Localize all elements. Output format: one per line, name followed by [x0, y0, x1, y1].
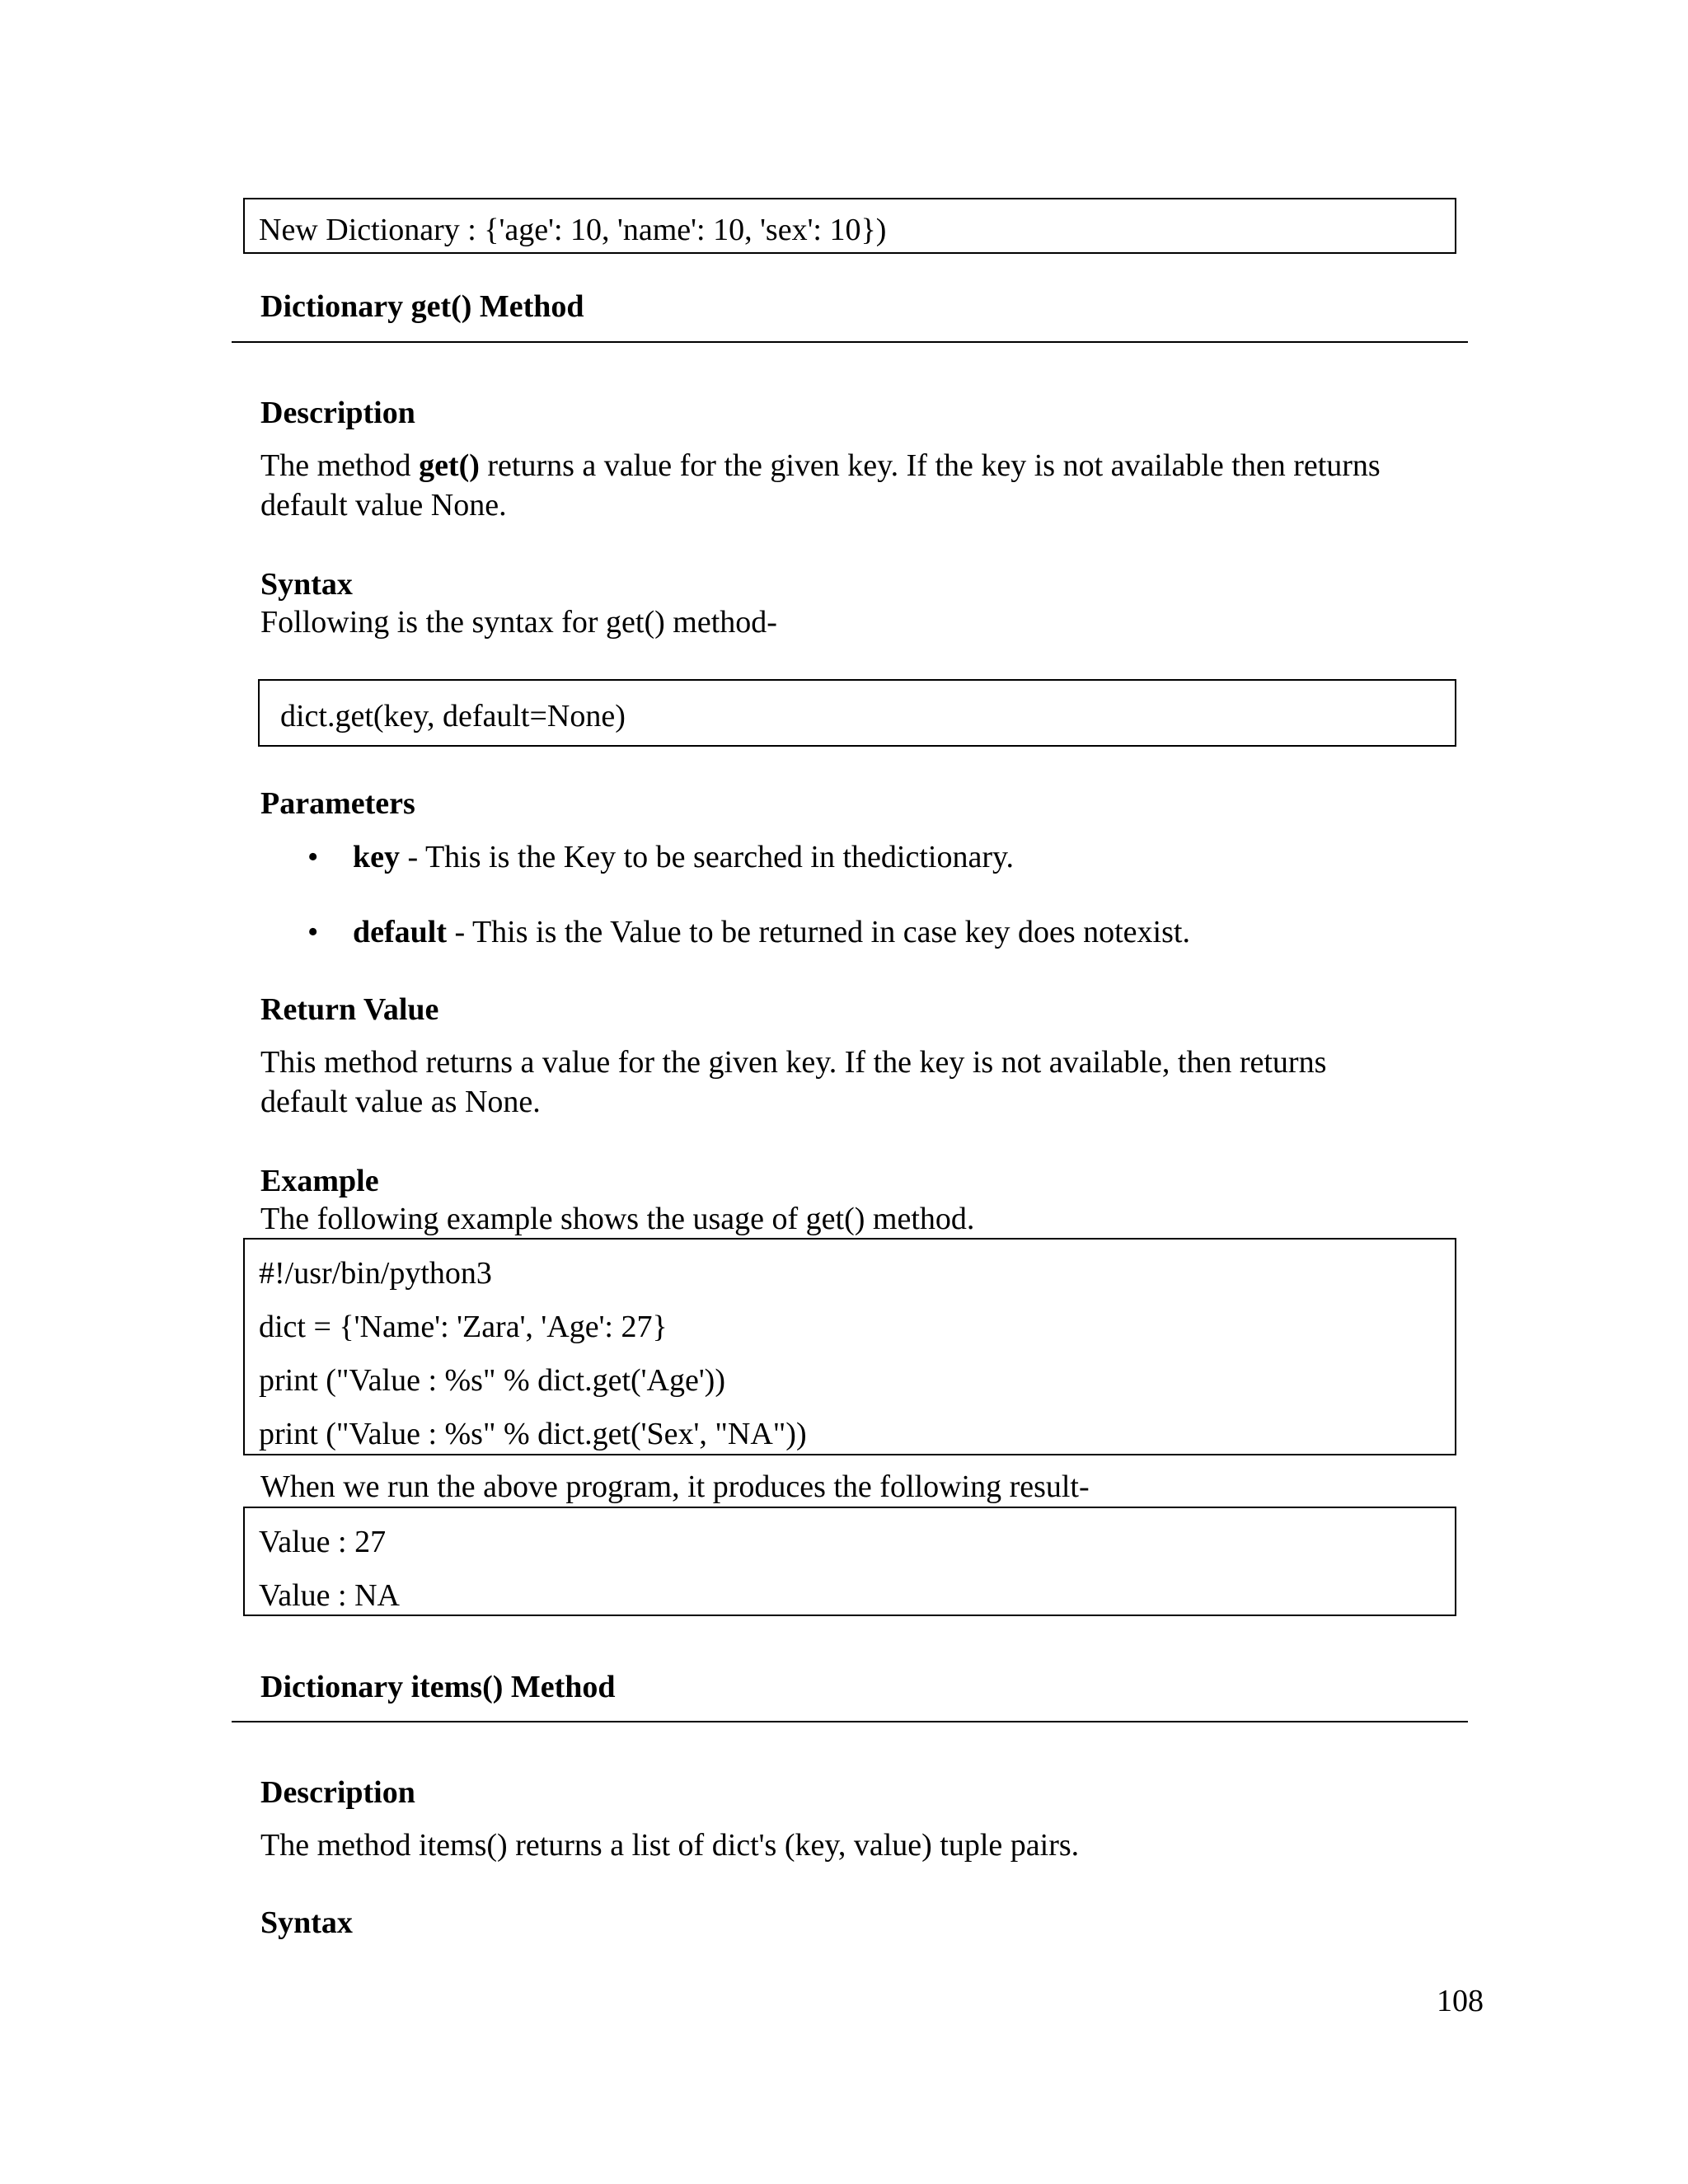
- output-line: New Dictionary : {'age': 10, 'name': 10, 'sex': 10}): [259, 213, 887, 247]
- code-line: dict = {'Name': 'Zara', 'Age': 27}: [259, 1310, 668, 1344]
- syntax-heading: Syntax: [260, 567, 353, 602]
- description-heading: Description: [260, 1775, 415, 1810]
- code-line: print ("Value : %s" % dict.get('Sex', "NA")): [259, 1417, 807, 1451]
- description-pre: The method: [260, 448, 420, 483]
- parameter-item: [353, 913, 1190, 951]
- result-box: [243, 1507, 1456, 1616]
- section-rule: [232, 1721, 1468, 1722]
- description-post: returns a value for the given key. If the key is not available then returns: [479, 448, 1381, 483]
- example-intro: The following example shows the usage of get() method.: [260, 1202, 975, 1236]
- code-line: print ("Value : %s" % dict.get('Age')): [259, 1363, 725, 1398]
- parameter-text: - This is the Value to be returned in case key does notexist.: [447, 915, 1190, 949]
- result-intro: When we run the above program, it produces the following result-: [260, 1469, 1090, 1504]
- section-rule: [232, 341, 1468, 343]
- description-text: [260, 447, 1381, 485]
- syntax-intro: Following is the syntax for get() method-: [260, 605, 777, 640]
- bullet-icon: •: [307, 915, 319, 949]
- syntax-heading: Syntax: [260, 1905, 353, 1940]
- syntax-code: dict.get(key, default=None): [280, 699, 626, 733]
- syntax-code-box: [258, 679, 1456, 747]
- example-heading: Example: [260, 1164, 379, 1198]
- description-method: get(): [419, 448, 480, 483]
- output-box: [243, 198, 1456, 254]
- bullet-icon: •: [307, 840, 319, 874]
- code-line: #!/usr/bin/python3: [259, 1256, 492, 1291]
- description-text-line2: default value None.: [260, 488, 507, 523]
- parameter-item: [353, 838, 1014, 876]
- parameter-name: key: [353, 840, 400, 874]
- page-number: 108: [1437, 1984, 1484, 2018]
- return-value-text-line2: default value as None.: [260, 1085, 541, 1119]
- parameter-text: - This is the Key to be searched in thedictionary.: [400, 840, 1015, 874]
- return-value-text: This method returns a value for the given key. If the key is not available, then returns: [260, 1045, 1327, 1080]
- code-box: [243, 1238, 1456, 1455]
- parameters-heading: Parameters: [260, 786, 415, 821]
- parameter-name: default: [353, 915, 447, 949]
- result-line: Value : NA: [259, 1578, 400, 1613]
- description-text: The method items() returns a list of dict's (key, value) tuple pairs.: [260, 1828, 1080, 1863]
- return-value-heading: Return Value: [260, 992, 439, 1027]
- result-line: Value : 27: [259, 1525, 387, 1559]
- description-heading: Description: [260, 396, 415, 430]
- section-heading-items: Dictionary items() Method: [260, 1670, 616, 1704]
- section-heading-get: Dictionary get() Method: [260, 289, 584, 324]
